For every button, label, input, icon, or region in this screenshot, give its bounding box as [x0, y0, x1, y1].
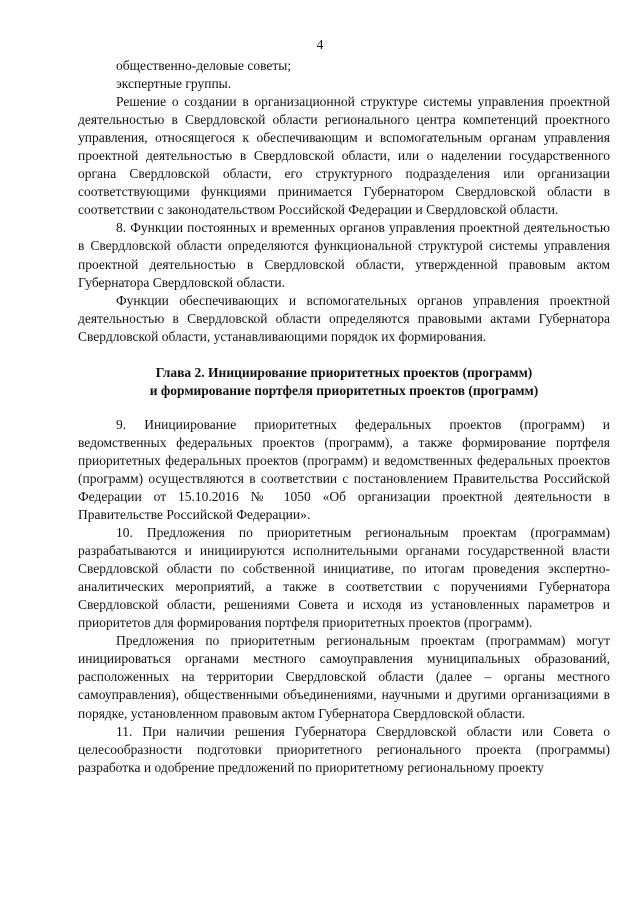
paragraph-competence-center: Решение о создании в организационной структуре системы управления проектной деятельностью в Свердловской области регионального центра компетенций проектного управления, относящегося к обеспечивающим и вспомогательным органам управления проектной деятельностью в Свердловской области, или о наделении государственного органа Свердловской области, его структурного подразделения или организации соответствующими функциями принимается Губернатором Свердловской области в соответствии с законодательством Российской Федерации и Свердловской области.	[78, 94, 610, 218]
chapter-heading-line-2: и формирование портфеля приоритетных проектов (программ)	[149, 382, 539, 398]
chapter-heading	[78, 364, 610, 400]
paragraph-supporting-bodies: Функции обеспечивающих и вспомогательных органов управления проектной деятельностью в Свердловской области определяются правовыми актами Губернатора Свердловской области, устанавливающими порядок их формирования.	[78, 292, 610, 344]
chapter-heading-line-1: Глава 2. Инициирование приоритетных проектов (программ)	[155, 364, 533, 380]
paragraph-clause-11: 11. При наличии решения Губернатора Свердловской области или Совета о целесообразности подготовки приоритетного регионального проекта (программы) разработка и одобрение предложений по приоритетному региональному проекту	[78, 723, 610, 775]
document-body	[78, 57, 610, 777]
paragraph-clause-10: 10. Предложения по приоритетным региональным проектам (программам) разрабатываются и инициируются исполнительными органами государственной власти Свердловской области по собственной инициативе, по итогам проведения экспертно-аналитических мероприятий, а также в соответствии с поручениями Губернатора Свердловской области, решениями Совета и исходя из установленных параметров и приоритетов для формирования портфеля приоритетных проектов (программ).	[78, 525, 610, 631]
paragraph-clause-8: 8. Функции постоянных и временных органов управления проектной деятельностью в Свердловской области определяются функциональной структурой системы управления проектной деятельностью в Свердловской области, утвержденной правовым актом Губернатора Свердловской области.	[78, 220, 610, 290]
paragraph-local-initiatives: Предложения по приоритетным региональным проектам (программам) могут инициироваться органами местного самоуправления муниципальных образований, расположенных на территории Свердловской области (далее – органы местного самоуправления), общественными объединениями, научными и другими организациями в порядке, установленном правовым актом Губернатора Свердловской области.	[78, 633, 610, 721]
paragraph-clause-9: 9. Инициирование приоритетных федеральных проектов (программ) и ведомственных федеральных проектов (программ), а также формирование портфеля приоритетных федеральных проектов (программ) и ведомственных федеральных проектов (программ) осуществляются в соответствии с постановлением Правительства Российской Федерации от 15.10.2016 № 1050 «Об организации проектной деятельности в Правительстве Российской Федерации».	[78, 416, 610, 522]
page-number: 4	[316, 37, 324, 52]
list-item-public-councils: общественно-деловые советы;	[116, 58, 292, 73]
list-item-expert-groups: экспертные группы.	[116, 76, 232, 92]
